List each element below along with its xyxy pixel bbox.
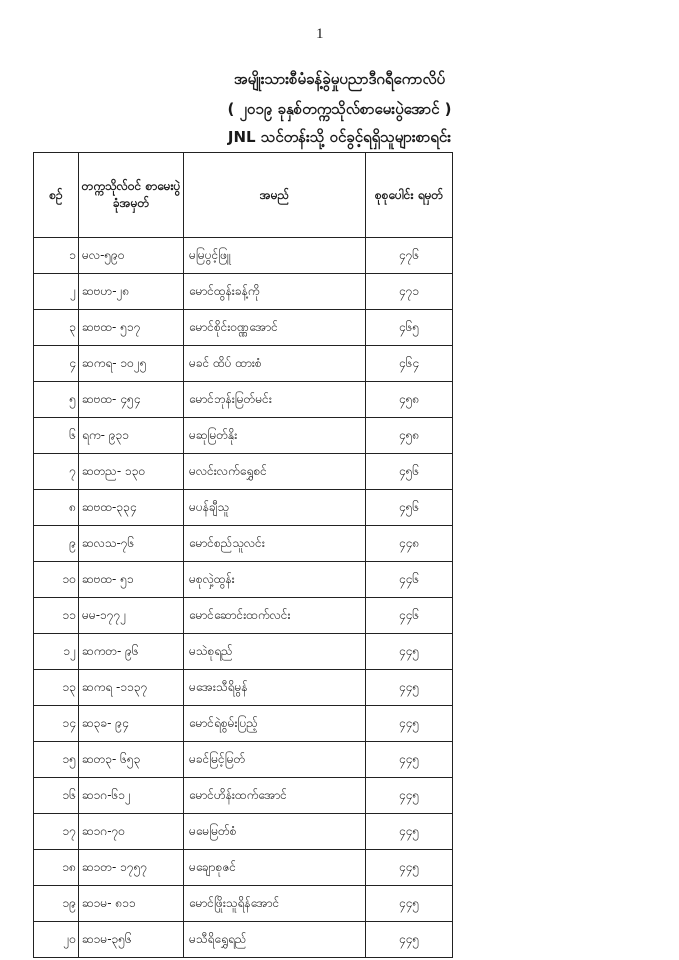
list-title: JNL သင်တန်းသို့ ဝင်ခွင့်ရရှိသူများစာရင်း <box>227 128 452 146</box>
row-total-marks: ၄၄၈ <box>366 526 453 562</box>
row-total-marks: ၄၅၈ <box>366 382 453 418</box>
row-serial: ၈ <box>34 490 79 526</box>
row-name: မောင်ဟိန်းထက်အောင် <box>184 778 366 814</box>
row-name: မောင်ဖြိုးသူရိန်အောင် <box>184 886 366 922</box>
row-roll-no: ဆလသ-၇၆ <box>79 526 184 562</box>
row-total-marks: ၄၄၅ <box>366 886 453 922</box>
row-name: မပန်ချီသူ <box>184 490 366 526</box>
row-serial: ၁၀ <box>34 562 79 598</box>
table-row <box>34 706 453 742</box>
row-roll-no: ဆကရ- ၁၀၂၅ <box>79 346 184 382</box>
row-total-marks: ၄၄၆ <box>366 562 453 598</box>
table-row <box>34 526 453 562</box>
table-row <box>34 634 453 670</box>
table-row <box>34 490 453 526</box>
row-serial: ၆ <box>34 418 79 454</box>
row-serial: ၁၁ <box>34 598 79 634</box>
row-roll-no: ဆ၁မ-၃၅၆ <box>79 922 184 958</box>
col-header-roll-no: တက္ကသိုလ်ဝင် စာမေးပွဲ ခုံအမှတ် <box>79 153 184 238</box>
table-row <box>34 742 453 778</box>
row-roll-no: ဆ၁တ- ၁၇၅၇ <box>79 850 184 886</box>
row-name: မခင် ထိပ် ထားစံ <box>184 346 366 382</box>
row-name: မောင်ထွန်းခန့်ကို <box>184 274 366 310</box>
row-total-marks: ၄၄၅ <box>366 778 453 814</box>
row-roll-no: ဆကတ- ၉၆ <box>79 634 184 670</box>
table-row <box>34 382 453 418</box>
row-total-marks: ၄၅၆ <box>366 454 453 490</box>
table-row <box>34 562 453 598</box>
row-serial: ၁၇ <box>34 814 79 850</box>
row-roll-no: ဆတည- ၁၃၀ <box>79 454 184 490</box>
row-name: မစုလှဲ့ထွန်း <box>184 562 366 598</box>
row-serial: ၅ <box>34 382 79 418</box>
admission-list-table <box>33 152 453 958</box>
row-serial: ၁၃ <box>34 670 79 706</box>
row-roll-no: ဆကရ -၁၁၃၇ <box>79 670 184 706</box>
table-row <box>34 922 453 958</box>
table-row <box>34 850 453 886</box>
table-header-row <box>34 153 453 238</box>
row-roll-no: ဆဗဟ-၂၈ <box>79 274 184 310</box>
table-row <box>34 274 453 310</box>
row-roll-no: ဆတ၃- ၆၅၃ <box>79 742 184 778</box>
table-row <box>34 814 453 850</box>
row-serial: ၁၈ <box>34 850 79 886</box>
table-row <box>34 346 453 382</box>
row-name: မမေမြတ်စံ <box>184 814 366 850</box>
table-row <box>34 598 453 634</box>
table-row <box>34 886 453 922</box>
row-name: မလင်းလက်ရွှေစင် <box>184 454 366 490</box>
row-roll-no: ရက- ၉၃၁ <box>79 418 184 454</box>
table-row <box>34 778 453 814</box>
row-roll-no: ဆဗထ- ၅၁ <box>79 562 184 598</box>
row-name: မောင်ဆောင်းထက်လင်း <box>184 598 366 634</box>
row-serial: ၁၆ <box>34 778 79 814</box>
row-serial: ၂၀ <box>34 922 79 958</box>
table-row <box>34 454 453 490</box>
college-title: အမျိုးသားစီမံခန့်ခွဲမှုပညာဒီဂရီကောလိပ် <box>233 70 446 88</box>
row-total-marks: ၄၄၅ <box>366 634 453 670</box>
table-row <box>34 670 453 706</box>
row-serial: ၁ <box>34 238 79 274</box>
row-serial: ၄ <box>34 346 79 382</box>
table-row <box>34 418 453 454</box>
row-total-marks: ၄၄၅ <box>366 922 453 958</box>
row-roll-no: ဆ၁မ- ၈၁၁ <box>79 886 184 922</box>
row-name: မဆုမြတ်နိုး <box>184 418 366 454</box>
row-serial: ၇ <box>34 454 79 490</box>
row-roll-no: ဆဗထ- ၅၁၇ <box>79 310 184 346</box>
row-name: မမြပွင့်ဖြူ <box>184 238 366 274</box>
row-serial: ၉ <box>34 526 79 562</box>
row-roll-no: မမ-၁၇၇၂ <box>79 598 184 634</box>
row-roll-no: ဆဗထ-၃၃၄ <box>79 490 184 526</box>
row-name: မအေးသီရိမွန် <box>184 670 366 706</box>
row-total-marks: ၄၅၆ <box>366 490 453 526</box>
row-name: မချောစုဇင် <box>184 850 366 886</box>
page-number: 1 <box>316 26 324 42</box>
exam-year-subtitle: ( ၂၀၁၉ ခုနှစ်တက္ကသိုလ်စာမေးပွဲအောင် ) <box>227 100 452 118</box>
row-serial: ၃ <box>34 310 79 346</box>
row-total-marks: ၄၄၅ <box>366 670 453 706</box>
table-row <box>34 310 453 346</box>
row-total-marks: ၄၄၅ <box>366 850 453 886</box>
col-header-name: အမည် <box>184 153 366 238</box>
col-header-total-marks: စုစုပေါင်း ရမှတ် <box>366 153 453 238</box>
row-name: မောင်ရဲစွမ်းပြည့် <box>184 706 366 742</box>
row-total-marks: ၄၇၁ <box>366 274 453 310</box>
row-serial: ၁၂ <box>34 634 79 670</box>
row-serial: ၁၅ <box>34 742 79 778</box>
row-total-marks: ၄၅၈ <box>366 418 453 454</box>
row-total-marks: ၄၇၆ <box>366 238 453 274</box>
row-serial: ၁၄ <box>34 706 79 742</box>
row-roll-no: ဆ၁ဂ-၇၀ <box>79 814 184 850</box>
row-name: မသီရိရွှေရည် <box>184 922 366 958</box>
row-total-marks: ၄၄၅ <box>366 814 453 850</box>
row-name: မောင်စိုင်းဝဏ္ဏအောင် <box>184 310 366 346</box>
table-row <box>34 238 453 274</box>
row-roll-no: ဆ၃ခ- ၉၄ <box>79 706 184 742</box>
row-name: မောင်စည်သူလင်း <box>184 526 366 562</box>
row-total-marks: ၄၄၅ <box>366 742 453 778</box>
row-name: မခင်မြင့်မြတ် <box>184 742 366 778</box>
row-total-marks: ၄၆၅ <box>366 310 453 346</box>
row-roll-no: ဆ၁ဂ-၆၁၂ <box>79 778 184 814</box>
row-roll-no: မလ-၅၉၀ <box>79 238 184 274</box>
row-total-marks: ၄၆၄ <box>366 346 453 382</box>
row-serial: ၂ <box>34 274 79 310</box>
row-total-marks: ၄၄၆ <box>366 598 453 634</box>
row-name: မသဲစုရည် <box>184 634 366 670</box>
row-total-marks: ၄၄၅ <box>366 706 453 742</box>
col-header-serial: စဉ် <box>34 153 79 238</box>
row-roll-no: ဆဗထ- ၄၅၄ <box>79 382 184 418</box>
row-serial: ၁၉ <box>34 886 79 922</box>
row-name: မောင်ဘုန်းမြတ်မင်း <box>184 382 366 418</box>
